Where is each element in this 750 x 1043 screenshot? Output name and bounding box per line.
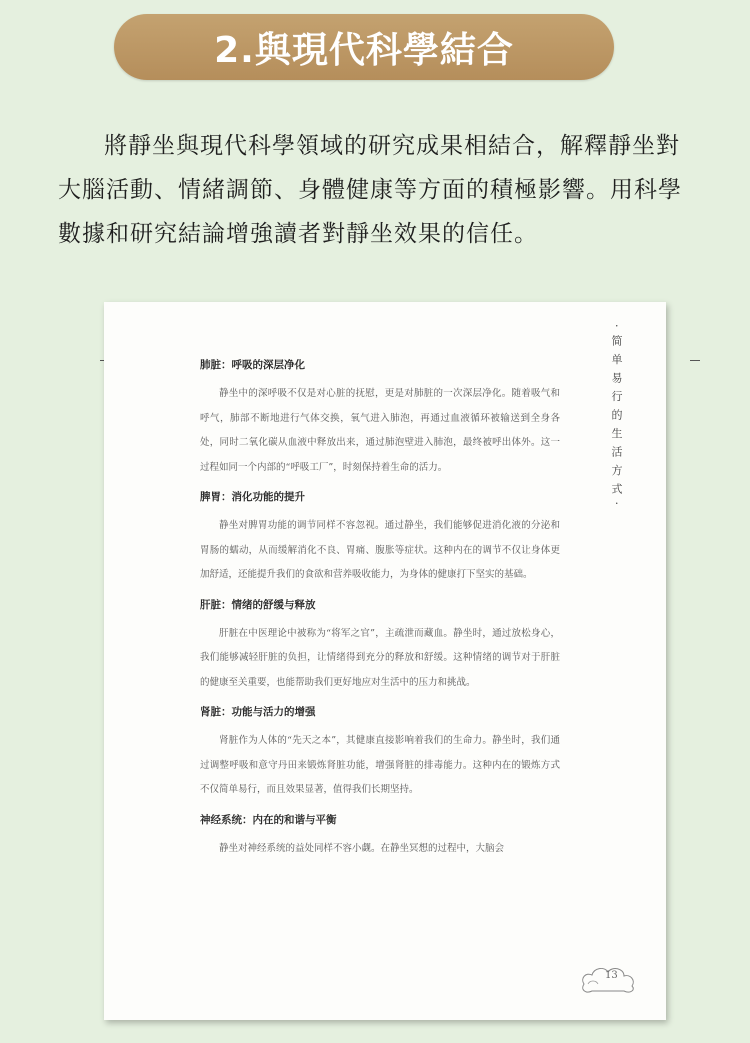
section-title: 2.與現代科學結合 <box>214 29 514 71</box>
intro-paragraph-block <box>58 124 698 256</box>
book-section <box>200 594 560 696</box>
book-section <box>200 701 560 803</box>
crop-mark-right <box>690 360 700 361</box>
book-page-content <box>200 354 560 867</box>
book-section <box>200 354 560 480</box>
section-body: 肾脏作为人体的“先天之本”，其健康直接影响着我们的生命力。静坐时，我们通过调整呼吸和意守丹田来锻炼肾脏功能，增强肾脏的排毒能力。这种内在的锻炼方式不仅简单易行，而且效果显著，值得我们长期坚持。 <box>200 735 560 795</box>
page-number: 13 <box>605 970 618 981</box>
book-section <box>200 809 560 862</box>
intro-paragraph: 將靜坐與現代科學領域的研究成果相結合，解釋靜坐對大腦活動、情緒調節、身體健康等方面的積極影響。用科學數據和研究結論增強讀者對靜坐效果的信任。 <box>58 133 682 247</box>
section-heading: 肝脏：情绪的舒缓与释放 <box>200 598 316 611</box>
section-body: 肝脏在中医理论中被称为“将军之官”，主疏泄而藏血。静坐时，通过放松身心，我们能够减轻肝脏的负担，让情绪得到充分的释放和舒缓。这种情绪的调节对于肝脏的健康至关重要，也能帮助我们更好地应对生活中的压力和挑战。 <box>200 627 560 688</box>
section-heading: 神经系统：内在的和谐与平衡 <box>200 813 337 826</box>
section-body: 静坐对神经系统的益处同样不容小觑。在静坐冥想的过程中，大脑会 <box>219 842 505 854</box>
section-title-banner <box>114 14 614 80</box>
book-page-image <box>104 302 666 1020</box>
section-body: 静坐中的深呼吸不仅是对心脏的抚慰，更是对肺脏的一次深层净化。随着吸气和呼气，肺部不断地进行气体交换，氧气进入肺泡，再通过血液循环被输送到全身各处，同时二氧化碳从血液中释放出来，通过肺泡壁进入肺泡，最终被呼出体外。这一过程如同一个内部的“呼吸工厂”，时刻保持着生命的活力。 <box>200 388 560 473</box>
section-heading: 肺脏：呼吸的深层净化 <box>200 359 305 371</box>
book-running-title: · 简 单 易 行 的 生 活 方 式 · <box>610 324 623 507</box>
section-heading: 脾胃：消化功能的提升 <box>200 491 305 503</box>
section-body: 静坐对脾胃功能的调节同样不容忽视。通过静坐，我们能够促进消化液的分泌和胃肠的蠕动，从而缓解消化不良、胃痛、腹胀等症状。这种内在的调节不仅让身体更加舒适，还能提升我们的食欲和营养吸收能力，为身体的健康打下坚实的基础。 <box>200 520 560 580</box>
section-heading: 肾脏：功能与活力的增强 <box>200 706 316 718</box>
book-section <box>200 486 560 588</box>
